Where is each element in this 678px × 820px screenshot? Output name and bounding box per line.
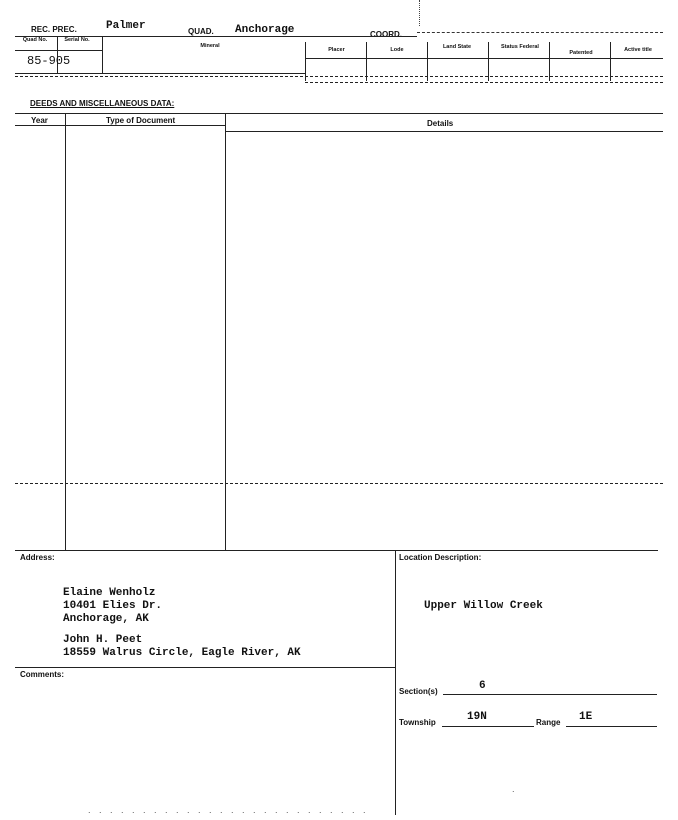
col-placer: Placer <box>328 47 345 53</box>
col-serial-no: Serial No. <box>64 37 90 43</box>
top-tick <box>419 0 420 26</box>
quad-label: QUAD. <box>188 27 214 36</box>
header-top-rule-right <box>417 32 663 33</box>
deeds-col-year: Year <box>31 116 48 125</box>
col-lode: Lode <box>390 47 404 53</box>
deeds-divider-year <box>65 113 66 550</box>
comments-label: Comments: <box>20 670 65 679</box>
deeds-bottom-rule <box>15 550 658 551</box>
range-value: 1E <box>579 711 593 723</box>
deeds-col-details: Details <box>427 119 454 128</box>
owner2-address: 18559 Walrus Circle, Eagle River, AK <box>63 647 301 659</box>
range-label: Range <box>536 718 561 727</box>
deeds-dashed-rule <box>15 483 663 484</box>
quad-value: Anchorage <box>235 24 295 36</box>
scan-speck-row: . . . . . . . . . . . . . . . . . . . . . . . . . . <box>88 805 369 815</box>
divider-serial <box>102 37 103 73</box>
rec-prec-label: REC. PREC. <box>31 25 77 34</box>
owner1-name: Elaine Wenholz <box>63 587 156 599</box>
range-fill-line <box>566 726 657 727</box>
owner1-city: Anchorage, AK <box>63 613 149 625</box>
comments-top-rule <box>15 667 395 668</box>
col-mineral: Mineral <box>200 43 220 49</box>
entry-dashed-rule-2 <box>305 82 663 83</box>
deeds-header-rule-left <box>15 125 225 126</box>
deeds-section-title: DEEDS AND MISCELLANEOUS DATA: <box>30 99 175 108</box>
owner2-name: John H. Peet <box>63 634 143 646</box>
deeds-divider-type <box>225 113 226 550</box>
township-value: 19N <box>467 711 487 723</box>
col-patented: Patented <box>569 50 593 56</box>
column-header-rule <box>15 50 102 51</box>
lower-center-divider <box>395 550 396 815</box>
township-fill-line <box>442 726 534 727</box>
deeds-header-rule-right <box>225 131 663 132</box>
rec-prec-value: Palmer <box>106 20 146 32</box>
col-quad-no: Quad No. <box>22 37 48 43</box>
address-label: Address: <box>20 553 55 562</box>
section-value: 6 <box>479 680 486 692</box>
col-active-title: Active title <box>624 47 652 53</box>
entry-row-bottom <box>15 73 305 74</box>
col-land-state: Land State <box>442 44 472 50</box>
scan-speck-dot: . <box>512 784 518 794</box>
deeds-top-rule <box>15 113 663 114</box>
deeds-col-type: Type of Document <box>106 116 176 125</box>
serial-value: 85-905 <box>27 54 71 68</box>
col-status-federal: Status Federal <box>501 44 539 50</box>
township-label: Township <box>399 718 436 727</box>
location-label: Location Description: <box>399 553 482 562</box>
section-label: Section(s) <box>399 687 438 696</box>
coord-label: COORD. <box>370 30 402 39</box>
entry-dashed-rule-1 <box>15 76 663 77</box>
section-fill-line <box>443 694 657 695</box>
owner1-street: 10401 Elies Dr. <box>63 600 163 612</box>
location-description: Upper Willow Creek <box>424 600 543 612</box>
